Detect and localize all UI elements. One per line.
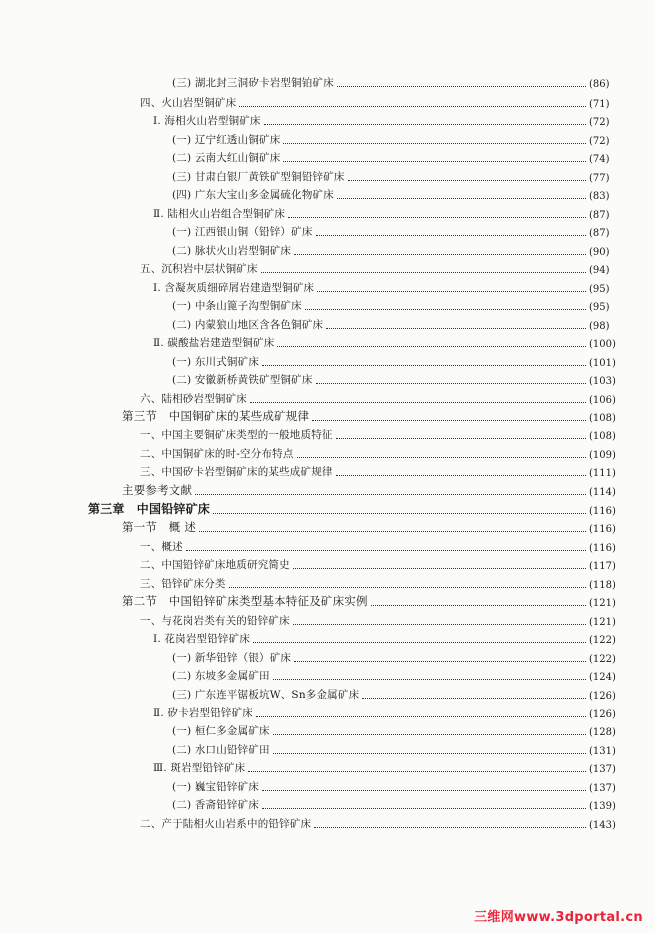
dot-leader — [337, 85, 586, 87]
toc-entry — [0, 554, 645, 572]
dot-leader — [239, 105, 586, 107]
dot-leader — [229, 586, 586, 588]
toc-entry — [0, 110, 645, 128]
toc-entry-page: (126) — [589, 709, 616, 720]
dot-leader — [253, 641, 586, 643]
toc-entry-title: (一) 巍宝铅锌矿床 — [172, 781, 260, 793]
toc-entry-title: 三、中国矽卡岩型铜矿床的某些成矿规律 — [140, 466, 333, 478]
toc-entry-page: (121) — [589, 598, 616, 609]
dot-leader — [297, 456, 586, 458]
toc-entry-title: 第三章 中国铅锌矿床 — [88, 502, 211, 516]
dot-leader — [348, 179, 586, 181]
toc-entry — [0, 517, 645, 535]
toc-entry-title: (四) 广东大宝山多金属硫化物矿床 — [172, 189, 334, 201]
toc-entry-page: (116) — [589, 543, 616, 554]
toc-entry-page: (101) — [589, 358, 616, 369]
dot-leader — [326, 327, 586, 329]
toc-entry-page: (71) — [589, 99, 610, 110]
toc-entry-page: (94) — [589, 265, 610, 276]
dot-leader — [316, 382, 586, 384]
toc-entry-page: (98) — [589, 321, 610, 332]
toc-entry-page: (83) — [589, 191, 610, 202]
toc-entry-title: (二) 云南大红山铜矿床 — [172, 152, 281, 164]
toc-entry-title: (一) 中条山篦子沟型铜矿床 — [172, 300, 302, 312]
toc-entry — [0, 203, 645, 221]
toc-entry-page: (137) — [589, 764, 616, 775]
toc-entry — [0, 776, 645, 794]
toc-entry — [0, 610, 645, 628]
toc-entry-title: (一) 江西银山铜（铅锌）矿床 — [172, 226, 313, 238]
toc-entry-title: Ⅱ. 矽卡岩型铅锌矿床 — [153, 707, 254, 719]
toc-entry-page: (137) — [589, 783, 616, 794]
dot-leader — [273, 678, 586, 680]
dot-leader — [273, 733, 586, 735]
dot-leader — [305, 308, 586, 310]
toc-entry-title: Ⅰ. 含凝灰质细碎屑岩建造型铜矿床 — [153, 282, 315, 294]
toc-entry-page: (95) — [589, 284, 610, 295]
toc-entry — [0, 351, 645, 369]
toc-entry-title: (二) 内蒙狼山地区含各色铜矿床 — [172, 319, 324, 331]
dot-leader — [293, 623, 586, 625]
toc-entry-page: (87) — [589, 228, 610, 239]
toc-entry-title: (三) 湖北封三洞矽卡岩型铜铂矿床 — [172, 77, 334, 89]
dot-leader — [316, 234, 586, 236]
toc-entry-page: (108) — [589, 431, 616, 442]
toc-entry — [0, 794, 645, 812]
watermark: 三维网www.3dportal.cn — [474, 910, 643, 925]
toc-entry-title: 四、火山岩型铜矿床 — [140, 97, 237, 109]
toc-entry-title: 六、陆相砂岩型铜矿床 — [140, 393, 247, 405]
toc-entry-title: 三、铅锌矿床分类 — [140, 578, 226, 590]
toc-entry-title: (二) 安徽新桥黄铁矿型铜矿床 — [172, 374, 313, 386]
toc-entry-page: (122) — [589, 635, 616, 646]
toc-entry — [0, 240, 645, 258]
dot-leader — [250, 401, 586, 403]
dot-leader — [195, 493, 586, 495]
toc-entry-title: (一) 东川式铜矿床 — [172, 356, 260, 368]
toc-entry — [0, 665, 645, 683]
toc-entry — [0, 147, 645, 165]
toc-entry — [0, 813, 645, 831]
toc-entry — [0, 166, 645, 184]
toc-entry — [0, 314, 645, 332]
dot-leader — [273, 752, 586, 754]
dot-leader — [248, 770, 586, 772]
dot-leader — [262, 364, 586, 366]
toc-entry-title: Ⅰ. 海相火山岩型铜矿床 — [153, 115, 261, 127]
toc-entry-page: (116) — [589, 524, 616, 535]
dot-leader — [186, 549, 586, 551]
toc-entry — [0, 369, 645, 387]
toc-entry-page: (139) — [589, 801, 616, 812]
toc-entry — [0, 684, 645, 702]
toc-entry-page: (111) — [589, 468, 616, 479]
toc-entry — [0, 536, 645, 554]
toc-entry — [0, 72, 645, 90]
toc-entry — [0, 221, 645, 239]
toc-entry-title: 第二节 中国铅锌矿床类型基本特征及矿床实例 — [122, 594, 368, 608]
toc-entry-page: (126) — [589, 691, 616, 702]
toc-entry — [0, 499, 645, 517]
toc-entry — [0, 739, 645, 757]
toc-entry — [0, 647, 645, 665]
toc-entry-page: (77) — [589, 173, 610, 184]
toc-entry — [0, 573, 645, 591]
toc-entry-title: 一、与花岗岩类有关的铅锌矿床 — [140, 615, 290, 627]
toc-entry-page: (72) — [589, 136, 610, 147]
toc-entry — [0, 757, 645, 775]
dot-leader — [371, 604, 586, 606]
toc-entry-title: 第一节 概 述 — [122, 520, 197, 534]
toc-entry-page: (116) — [589, 506, 616, 517]
toc-entry-page: (143) — [589, 820, 616, 831]
dot-leader — [336, 474, 586, 476]
toc-entry-title: (二) 脉状火山岩型铜矿床 — [172, 245, 292, 257]
toc-entry-title: Ⅱ. 碳酸盐岩建造型铜矿床 — [153, 337, 275, 349]
dot-leader — [314, 826, 586, 828]
toc-entry — [0, 443, 645, 461]
dot-leader — [317, 290, 586, 292]
dot-leader — [262, 807, 586, 809]
toc-entry-title: (一) 辽宁红透山铜矿床 — [172, 134, 281, 146]
dot-leader — [256, 715, 586, 717]
dot-leader — [336, 437, 586, 439]
toc-entry-page: (109) — [589, 450, 616, 461]
toc-entry-title: 第三节 中国铜矿床的某些成矿规律 — [122, 409, 310, 423]
dot-leader — [293, 567, 586, 569]
toc-entry — [0, 184, 645, 202]
dot-leader — [261, 271, 586, 273]
toc-entry-title: Ⅲ. 斑岩型铅锌矿床 — [153, 762, 246, 774]
toc-entry — [0, 258, 645, 276]
toc-entry-title: (三) 甘肃白银厂黄铁矿型铜铅锌矿床 — [172, 171, 345, 183]
toc-entry-page: (74) — [589, 154, 610, 165]
toc-entry — [0, 129, 645, 147]
dot-leader — [264, 123, 586, 125]
toc-entry-page: (131) — [589, 746, 616, 757]
toc-entry-page: (103) — [589, 376, 616, 387]
toc-entry-page: (122) — [589, 654, 616, 665]
toc-entry — [0, 388, 645, 406]
dot-leader — [294, 253, 586, 255]
dot-leader — [199, 530, 586, 532]
toc-entry-title: 二、产于陆相火山岩系中的铅锌矿床 — [140, 818, 312, 830]
toc-entry — [0, 591, 645, 609]
toc-entry-title: (二) 东坡多金属矿田 — [172, 670, 270, 682]
toc-entry — [0, 702, 645, 720]
toc-entry-page: (124) — [589, 672, 616, 683]
toc-entry-title: (一) 新华铅锌（银）矿床 — [172, 652, 292, 664]
dot-leader — [213, 512, 586, 514]
dot-leader — [283, 160, 586, 162]
toc-entry-page: (95) — [589, 302, 610, 313]
dot-leader — [294, 660, 586, 662]
toc-entry — [0, 332, 645, 350]
dot-leader — [262, 789, 586, 791]
dot-leader — [362, 697, 586, 699]
toc-entry-page: (114) — [589, 487, 616, 498]
toc-entry-title: 主要参考文献 — [122, 483, 193, 497]
toc-entry — [0, 480, 645, 498]
toc-entry-page: (121) — [589, 617, 616, 628]
toc-entry-page: (117) — [589, 561, 616, 572]
toc-entry-title: (二) 水口山铅锌矿田 — [172, 744, 270, 756]
dot-leader — [337, 197, 586, 199]
toc-entry — [0, 295, 645, 313]
toc-entry — [0, 92, 645, 110]
toc-entry-title: 一、中国主要铜矿床类型的一般地质特征 — [140, 429, 333, 441]
dot-leader — [283, 142, 586, 144]
toc-entry-page: (87) — [589, 210, 610, 221]
toc-entry-title: 一、概述 — [140, 541, 183, 553]
toc-entry-page: (86) — [589, 79, 610, 90]
dot-leader — [312, 419, 586, 421]
toc-entry — [0, 720, 645, 738]
toc-entry-page: (106) — [589, 395, 616, 406]
toc-entry — [0, 461, 645, 479]
toc-entry-title: 二、中国铅锌矿床地质研究简史 — [140, 559, 290, 571]
toc-entry-title: (三) 广东连平锯板坑W、Sn多金属矿床 — [172, 689, 360, 701]
toc-entry-title: Ⅰ. 花岗岩型铅锌矿床 — [153, 633, 251, 645]
toc-entry-title: (一) 桓仁多金属矿床 — [172, 725, 270, 737]
toc-entry-page: (118) — [589, 580, 616, 591]
dot-leader — [277, 345, 586, 347]
toc-entry — [0, 628, 645, 646]
toc-entry-title: 二、中国铜矿床的时-空分布特点 — [140, 448, 294, 460]
toc-entry — [0, 424, 645, 442]
toc-entry — [0, 406, 645, 424]
toc-entry-page: (128) — [589, 727, 616, 738]
toc-entry-page: (108) — [589, 413, 616, 424]
dot-leader — [288, 216, 586, 218]
toc-entry-page: (100) — [589, 339, 616, 350]
toc-entry — [0, 277, 645, 295]
toc-entry-title: Ⅱ. 陆相火山岩组合型铜矿床 — [153, 208, 286, 220]
toc-entry-title: (二) 香斋铅锌矿床 — [172, 799, 260, 811]
toc-entry-title: 五、沉积岩中层状铜矿床 — [140, 263, 258, 275]
toc-entry-page: (72) — [589, 117, 610, 128]
toc-entry-page: (90) — [589, 247, 610, 258]
